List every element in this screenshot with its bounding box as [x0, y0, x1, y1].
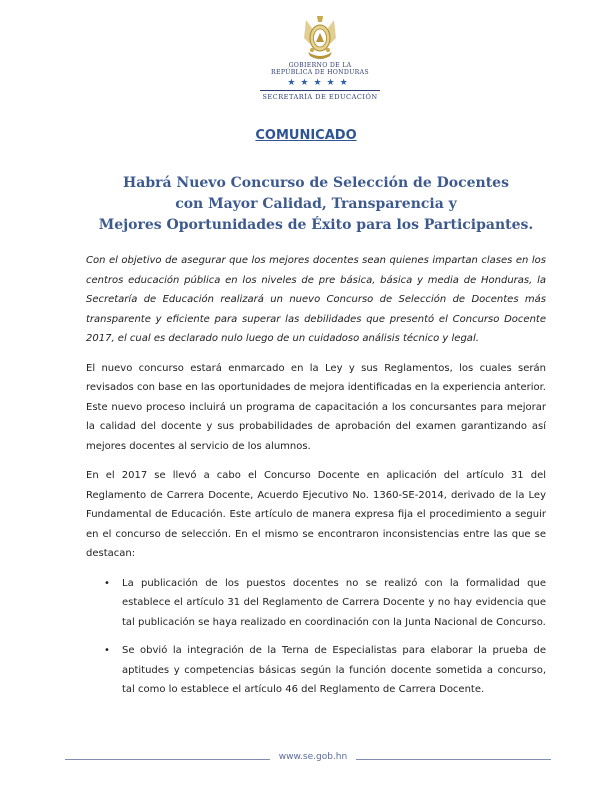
footer-url[interactable]: www.se.gob.hn — [278, 752, 348, 762]
ministry-logo — [250, 14, 390, 101]
intro-paragraph: Con el objetivo de asegurar que los mejores docentes sean quienes impartan clases en los centros educación pública en los niveles de pre básica, básica y media de Honduras, la Secretaría de Educación realizará un nuevo Concurso de Selección de Docentes más transparente y eficiente para superar las debilidades que presentó el Concurso Docente 2017, el cual es declarado nulo luego de un cuidadoso análisis técnico y legal. — [86, 255, 546, 344]
headline-line-2: con Mayor Calidad, Transparencia y — [175, 196, 457, 212]
list-item-text: Se obvió la integración de la Terna de Especialistas para elaborar la prueba de aptitudes y competencias básicas según la función docente sometida a concurso, tal como lo establece el artículo 46 del Reglamento de Carrera Docente. — [122, 645, 546, 695]
footer-rule-left — [65, 759, 270, 760]
footer-rule-right — [356, 759, 551, 760]
coat-of-arms-icon — [300, 14, 340, 62]
government-line-1: GOBIERNO DE LA — [288, 62, 352, 69]
headline-line-3: Mejores Oportunidades de Éxito para los Participantes. — [98, 217, 534, 233]
logo-divider — [260, 90, 380, 91]
headline — [70, 173, 562, 236]
inconsistencies-list — [86, 574, 546, 700]
government-line-2: REPÚBLICA DE HONDURAS — [271, 69, 369, 76]
stars-icon: ★★★★★ — [287, 78, 353, 88]
paragraph-2: El nuevo concurso estará enmarcado en la Ley y sus Reglamentos, los cuales serán revisados con base en las oportunidades de mejora identificadas en la experiencia anterior. Este nuevo proceso incluirá un programa de capacitación a los concursantes para mejorar la calidad del docente y sus probabilidades de aprobación del examen garantizando así mejores docentes al servicio de los alumnos. — [86, 362, 546, 452]
document-body — [86, 251, 546, 709]
paragraph-3: En el 2017 se llevó a cabo el Concurso Docente en aplicación del artículo 31 del Reglamento de Carrera Docente, Acuerdo Ejecutivo No. 1360-SE-2014, derivado de la Ley Fundamental de Educación. Este artículo de manera expresa fija el procedimiento a seguir en el concurso de selección. En el mismo se encontraron inconsistencias entre las que se destacan: — [86, 470, 546, 559]
list-item — [104, 574, 546, 633]
bullet-icon: • — [104, 645, 110, 656]
footer — [0, 752, 612, 766]
bullet-icon: • — [104, 577, 110, 589]
document-label: COMUNICADO — [255, 128, 357, 143]
headline-line-1: Habrá Nuevo Concurso de Selección de Docentes — [123, 175, 509, 191]
list-item — [104, 641, 546, 700]
secretaria-name: SECRETARÍA DE EDUCACIÓN — [262, 93, 378, 101]
list-item-text: La publicación de los puestos docentes no se realizó con la formalidad que establece el artículo 31 del Reglamento de Carrera Docente y no hay evidencia que tal publicación se haya realizado en coordinación con la Junta Nacional de Concurso. — [122, 577, 546, 628]
